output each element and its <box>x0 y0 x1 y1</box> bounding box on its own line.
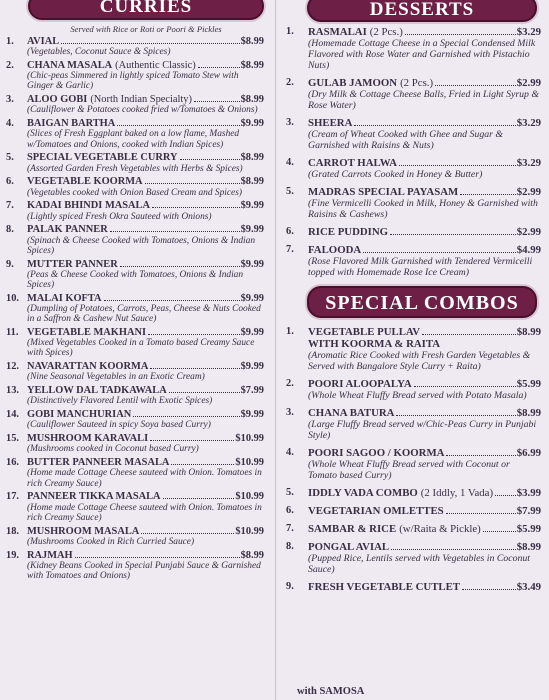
item-note: (North Indian Specialty) <box>90 94 192 106</box>
menu-item <box>0 327 264 359</box>
item-header <box>308 523 541 535</box>
item-name: FALOODA <box>308 244 362 256</box>
item-header <box>308 505 541 517</box>
item-name: SHEERA <box>308 117 353 129</box>
item-header <box>27 550 264 561</box>
item-name: CARROT HALWA <box>308 157 398 169</box>
item-name: SAMBAR & RICE <box>308 523 397 535</box>
item-description: (Dumpling of Potatoes, Carrots, Peas, Cheese & Nuts Cooked in a Saffron & Cashew Nut Sauce) <box>27 304 261 325</box>
item-description: (Mushrooms cooked in Coconut based Curry) <box>27 444 199 455</box>
leader-dots <box>483 531 516 532</box>
item-number: 6. <box>286 226 294 237</box>
item-note: (2 Iddly, 1 Vada) <box>420 487 494 499</box>
item-price: $3.99 <box>516 487 541 499</box>
curries-subtitle: Served with Rice or Roti or Poori & Pickles <box>70 24 222 34</box>
item-number: 8. <box>6 224 14 236</box>
menu-item <box>0 550 264 582</box>
item-name: MADRAS SPECIAL PAYASAM <box>308 186 459 198</box>
item-name: AVIAL <box>27 36 60 47</box>
item-name: VEGETABLE PULLAV <box>308 326 421 338</box>
item-price: $8.99 <box>240 176 264 188</box>
item-name: YELLOW DAL TADKAWALA <box>27 385 167 397</box>
item-number: 9. <box>6 258 14 270</box>
menu-item <box>0 118 264 150</box>
item-price: $8.99 <box>240 152 264 164</box>
item-price: $10.99 <box>235 433 264 445</box>
item-number: 2. <box>6 60 14 71</box>
item-name: PONGAL AVIAL <box>308 541 390 553</box>
item-header <box>308 447 541 459</box>
item-note: (w/Raita & Pickle) <box>399 523 481 535</box>
item-name: KADAI BHINDI MASALA <box>27 200 150 212</box>
item-price: $10.99 <box>235 525 264 537</box>
item-number: 14. <box>6 409 19 421</box>
item-number: 6. <box>286 505 294 516</box>
item-header <box>27 176 264 187</box>
item-description: (Cauliflower Sauteed in spicy Soya based Curry) <box>27 420 211 431</box>
menu-item <box>281 407 541 441</box>
item-header <box>27 327 264 338</box>
item-header <box>308 26 541 38</box>
item-price: $9.99 <box>240 118 264 130</box>
item-number: 9. <box>286 581 294 592</box>
leader-dots <box>180 159 240 160</box>
menu-item <box>281 581 541 593</box>
item-price: $7.99 <box>240 385 264 397</box>
item-price: $3.49 <box>516 581 541 593</box>
menu-item <box>0 433 264 454</box>
item-description: (Whole Wheat Fluffy Bread served with Potato Masala) <box>308 390 527 401</box>
item-header <box>308 326 541 338</box>
menu-item <box>0 259 264 291</box>
leader-dots <box>150 368 239 369</box>
menu-item <box>0 409 264 430</box>
item-description: (Slices of Fresh Eggplant baked on a low flame, Mashed w/Tomatoes and Onions, cooked with Indian Spices) <box>27 129 240 150</box>
item-price: $8.99 <box>516 541 541 553</box>
combos-list <box>281 326 549 593</box>
item-header <box>27 200 264 211</box>
item-description: (Aromatic Rice Cooked with Fresh Garden Vegetables & Served with Bangalore Style Curry + Raita) <box>308 350 531 372</box>
item-number: 8. <box>286 541 294 552</box>
item-number: 7. <box>286 523 294 534</box>
leader-dots <box>152 207 240 208</box>
leader-dots <box>133 416 239 417</box>
item-number: 3. <box>286 407 294 418</box>
item-name: VEGETABLE MAKHANI <box>27 327 147 339</box>
right-column <box>281 0 549 599</box>
item-number: 10. <box>6 292 19 304</box>
item-header <box>27 224 264 235</box>
curries-list <box>0 36 272 581</box>
menu-item <box>0 385 264 406</box>
item-price: $9.99 <box>240 327 264 339</box>
item-header <box>27 526 264 537</box>
item-price: $9.99 <box>240 409 264 421</box>
leader-dots <box>390 234 516 235</box>
item-name: CHANA BATURA <box>308 407 395 419</box>
item-name: CHANA MASALA <box>27 60 113 71</box>
item-name: GOBI MANCHURIAN <box>27 409 132 421</box>
item-header <box>308 487 541 499</box>
menu-item <box>0 60 264 92</box>
item-header <box>27 36 264 47</box>
item-number: 15. <box>6 433 19 445</box>
menu-item <box>281 541 541 575</box>
leader-dots <box>460 194 516 195</box>
desserts-banner: DESSERTS <box>307 0 537 22</box>
item-description: (Home made Cottage Cheese sauteed with Onion. Tomatoes in rich Creamy Sauce) <box>27 468 262 489</box>
item-header <box>308 117 541 129</box>
item-number: 4. <box>286 447 294 458</box>
leader-dots <box>446 455 515 456</box>
item-price: $9.99 <box>240 292 264 304</box>
menu-item <box>0 200 264 221</box>
menu-item <box>0 491 264 523</box>
item-number: 1. <box>286 26 294 37</box>
item-number: 11. <box>6 327 19 339</box>
item-number: 17. <box>6 491 19 503</box>
item-number: 5. <box>286 487 294 498</box>
item-price: $10.99 <box>235 457 264 469</box>
curries-column <box>0 0 272 584</box>
item-name: BAIGAN BARTHA <box>27 118 116 130</box>
item-description: (Whole Wheat Fluffy Bread served with Coconut or Tomato based Curry) <box>308 459 510 481</box>
menu-item <box>0 224 264 256</box>
leader-dots <box>462 589 516 590</box>
leader-dots <box>405 34 516 35</box>
item-price: $3.29 <box>516 157 541 169</box>
item-description: (Large Fluffy Bread served w/Chic-Peas Curry in Punjabi Style) <box>308 419 537 441</box>
item-price: $9.99 <box>240 258 264 270</box>
item-description: (Fine Vermicelli Cooked in Milk, Honey & Garnished with Raisins & Cashews) <box>308 198 538 220</box>
special-combos-banner: SPECIAL COMBOS <box>307 286 537 318</box>
item-number: 5. <box>6 152 14 164</box>
item-description: (Home made Cottage Cheese sauteed with Onion. Tomatoes in rich Creamy Sauce) <box>27 502 262 523</box>
leader-dots <box>435 85 516 86</box>
item-header <box>308 378 541 390</box>
item-price: $8.99 <box>240 549 264 561</box>
item-description: (Dry Milk & Cottage Cheese Balls, Fried in Light Syrup & Rose Water) <box>308 89 540 111</box>
item-price: $6.99 <box>516 447 541 459</box>
item-header <box>308 244 541 256</box>
menu-item <box>281 117 541 151</box>
item-header-line2 <box>308 338 541 350</box>
leader-dots <box>391 549 516 550</box>
item-number: 18. <box>6 525 19 537</box>
leader-dots <box>396 415 515 416</box>
item-description: (Grated Carrots Cooked in Honey & Butter) <box>308 169 483 180</box>
item-number: 7. <box>6 200 14 212</box>
item-price: $5.99 <box>516 523 541 535</box>
menu-item <box>281 523 541 535</box>
item-header <box>308 581 541 593</box>
item-description: (Kidney Beans Cooked in Special Punjabi Sauce & Garnished with Tomatoes and Onions) <box>27 560 261 582</box>
item-header <box>27 293 264 304</box>
item-price: $8.99 <box>516 407 541 419</box>
item-header <box>27 433 264 444</box>
item-name: PALAK PANNER <box>27 224 108 236</box>
item-description: (Spinach & Cheese Cooked with Tomatoes, Onions & Indian Spices) <box>27 235 256 256</box>
leader-dots <box>399 165 516 166</box>
leader-dots <box>446 513 516 514</box>
item-description: (Peas & Cheese Cooked with Tomatoes, Onions & Indian Spices) <box>27 269 244 291</box>
menu-item <box>0 361 264 382</box>
menu-item <box>281 226 541 238</box>
menu-item <box>281 26 541 71</box>
curries-banner: CURRIES <box>28 0 264 20</box>
item-description: (Lightly spiced Fresh Okra Sauteed with Onions) <box>27 211 212 222</box>
leader-dots <box>141 533 234 534</box>
item-header <box>308 157 541 169</box>
item-description: (Chic-peas Simmered in lightly spiced Tomato Stew with Ginger & Garlic) <box>27 71 239 92</box>
leader-dots <box>163 498 235 499</box>
leader-dots <box>495 495 516 496</box>
item-note: (Authentic Classic) <box>115 60 196 71</box>
leader-dots <box>104 300 240 301</box>
leader-dots <box>169 392 240 393</box>
item-name: POORI ALOOPALYA <box>308 378 412 390</box>
item-description: (Mixed Vegetables Cooked in a Tomato based Creamy Sauce with Spices) <box>27 338 255 359</box>
item-header <box>27 385 264 396</box>
item-header <box>27 60 264 71</box>
item-name: SPECIAL VEGETABLE CURRY <box>27 152 178 164</box>
item-price: $9.99 <box>240 361 264 373</box>
item-number: 13. <box>6 385 19 397</box>
menu-item <box>281 77 541 111</box>
menu-item <box>281 505 541 517</box>
leader-dots <box>414 386 516 387</box>
menu-item <box>0 457 264 489</box>
leader-dots <box>194 101 240 102</box>
item-number: 4. <box>286 157 294 168</box>
leader-dots <box>354 125 515 126</box>
desserts-list <box>281 26 549 278</box>
item-price: $8.99 <box>240 36 264 47</box>
item-name: RICE PUDDING <box>308 226 389 238</box>
item-description: (Mushrooms Cooked in Rich Curried Sauce) <box>27 536 195 547</box>
item-name: MUTTER PANNER <box>27 258 118 270</box>
item-number: 12. <box>6 361 19 373</box>
menu-item <box>0 152 264 173</box>
item-description: (Cream of Wheat Cooked with Ghee and Sugar & Garnished with Raisins & Nuts) <box>308 129 504 151</box>
item-name: PANNEER TIKKA MASALA <box>27 491 161 503</box>
item-price: $2.99 <box>516 226 541 238</box>
leader-dots <box>145 183 240 184</box>
item-description: (Vegetables cooked with Onion Based Cream and Spices) <box>27 187 242 198</box>
item-number: 1. <box>286 326 294 337</box>
menu-item <box>0 94 264 115</box>
item-header <box>27 94 264 105</box>
item-number: 5. <box>286 186 294 197</box>
item-header <box>27 457 264 468</box>
leader-dots <box>150 440 234 441</box>
item-name: VEGETABLE KOORMA <box>27 176 143 188</box>
item-header <box>308 186 541 198</box>
column-divider <box>275 0 276 700</box>
item-header <box>27 118 264 129</box>
leader-dots <box>198 67 240 68</box>
item-price: $3.29 <box>516 117 541 129</box>
item-price: $4.99 <box>516 244 541 256</box>
menu-item <box>281 244 541 278</box>
item-price: $9.99 <box>240 224 264 236</box>
menu-item <box>281 378 541 401</box>
item-price: $3.29 <box>516 26 541 38</box>
leader-dots <box>120 266 240 267</box>
item-name: RAJMAH <box>27 549 73 561</box>
item-description: (Distinctively Flavored Lentil with Exotic Spices) <box>27 396 213 407</box>
item-price: $8.99 <box>516 326 541 338</box>
item-header <box>27 491 264 502</box>
item-price: $9.99 <box>240 200 264 212</box>
item-header <box>308 226 541 238</box>
item-note: (2 Pcs.) <box>369 26 403 38</box>
item-number: 4. <box>6 118 14 130</box>
item-name: POORI SAGOO / KOORMA <box>308 447 445 459</box>
item-name: GULAB JAMOON <box>308 77 398 89</box>
item-header <box>308 407 541 419</box>
item-name: IDDLY VADA COMBO <box>308 487 418 499</box>
item-description: (Nine Seasonal Vegetables in an Exotic Cream) <box>27 372 205 383</box>
item-name: RASMALAI <box>308 26 367 38</box>
item-description: (Homemade Cottage Cheese in a Special Condensed Milk Flavored with Rose Water and Garnished with Pistachio Nuts) <box>308 38 536 71</box>
leader-dots <box>75 557 240 558</box>
item-header <box>308 541 541 553</box>
item-number: 2. <box>286 77 294 88</box>
item-price: $10.99 <box>235 491 264 503</box>
item-description: (Rose Flavored Milk Garnished with Tendered Vermicelli topped with Homemade Rose Ice Cream) <box>308 256 533 278</box>
menu-item <box>281 487 541 499</box>
item-price: $7.99 <box>516 505 541 517</box>
leader-dots <box>171 464 234 465</box>
menu-item <box>281 157 541 180</box>
item-name-line2: WITH KOORMA & RAITA <box>308 338 441 350</box>
item-number: 6. <box>6 176 14 188</box>
leader-dots <box>422 334 516 335</box>
menu-item <box>0 36 264 57</box>
item-header <box>27 152 264 163</box>
item-number: 3. <box>286 117 294 128</box>
item-description: (Assorted Garden Fresh Vegetables with Herbs & Spices) <box>27 163 243 174</box>
menu-item <box>281 186 541 220</box>
item-name: ALOO GOBI <box>27 94 88 106</box>
leader-dots <box>61 43 239 44</box>
menu-item <box>281 326 541 372</box>
item-name: NAVARATTAN KOORMA <box>27 361 149 373</box>
menu-item <box>0 176 264 197</box>
menu-item <box>281 447 541 481</box>
leader-dots <box>148 334 240 335</box>
item-name: MALAI KOFTA <box>27 292 102 304</box>
item-name: MUSHROOM MASALA <box>27 525 140 537</box>
item-name: MUSHROOM KARAVALI <box>27 433 149 445</box>
item-price: $8.99 <box>240 94 264 106</box>
item-name: BUTTER PANNEER MASALA <box>27 457 170 469</box>
leader-dots <box>363 252 516 253</box>
item-name: FRESH VEGETABLE CUTLET <box>308 581 460 593</box>
item-header <box>308 77 541 89</box>
leader-dots <box>110 231 240 232</box>
item-name: VEGETARIAN OMLETTES <box>308 505 444 517</box>
item-price: $8.99 <box>240 60 264 71</box>
menu-item <box>0 526 264 547</box>
item-price: $5.99 <box>516 378 541 390</box>
item-number: 1. <box>6 36 14 47</box>
item-description: (Cauliflower & Potatoes cooked fried w/Tomatoes & Onions) <box>27 105 258 116</box>
item-header <box>27 259 264 270</box>
menu-item <box>0 293 264 325</box>
item-number: 2. <box>286 378 294 389</box>
item-number: 16. <box>6 457 19 469</box>
item-number: 7. <box>286 244 294 255</box>
item-price: $2.99 <box>516 77 541 89</box>
item-price: $2.99 <box>516 186 541 198</box>
item-number: 3. <box>6 94 14 106</box>
leader-dots <box>117 125 239 126</box>
combo-footer-note: with SAMOSA <box>297 686 365 697</box>
item-number: 19. <box>6 549 19 561</box>
item-note: (2 Pcs.) <box>400 77 434 89</box>
item-description: (Pupped Rice, Lentils served with Vegetables in Coconut Sauce) <box>308 553 531 575</box>
item-header <box>27 361 264 372</box>
item-description: (Vegetables, Coconut Sauce & Spices) <box>27 47 171 58</box>
item-header <box>27 409 264 420</box>
